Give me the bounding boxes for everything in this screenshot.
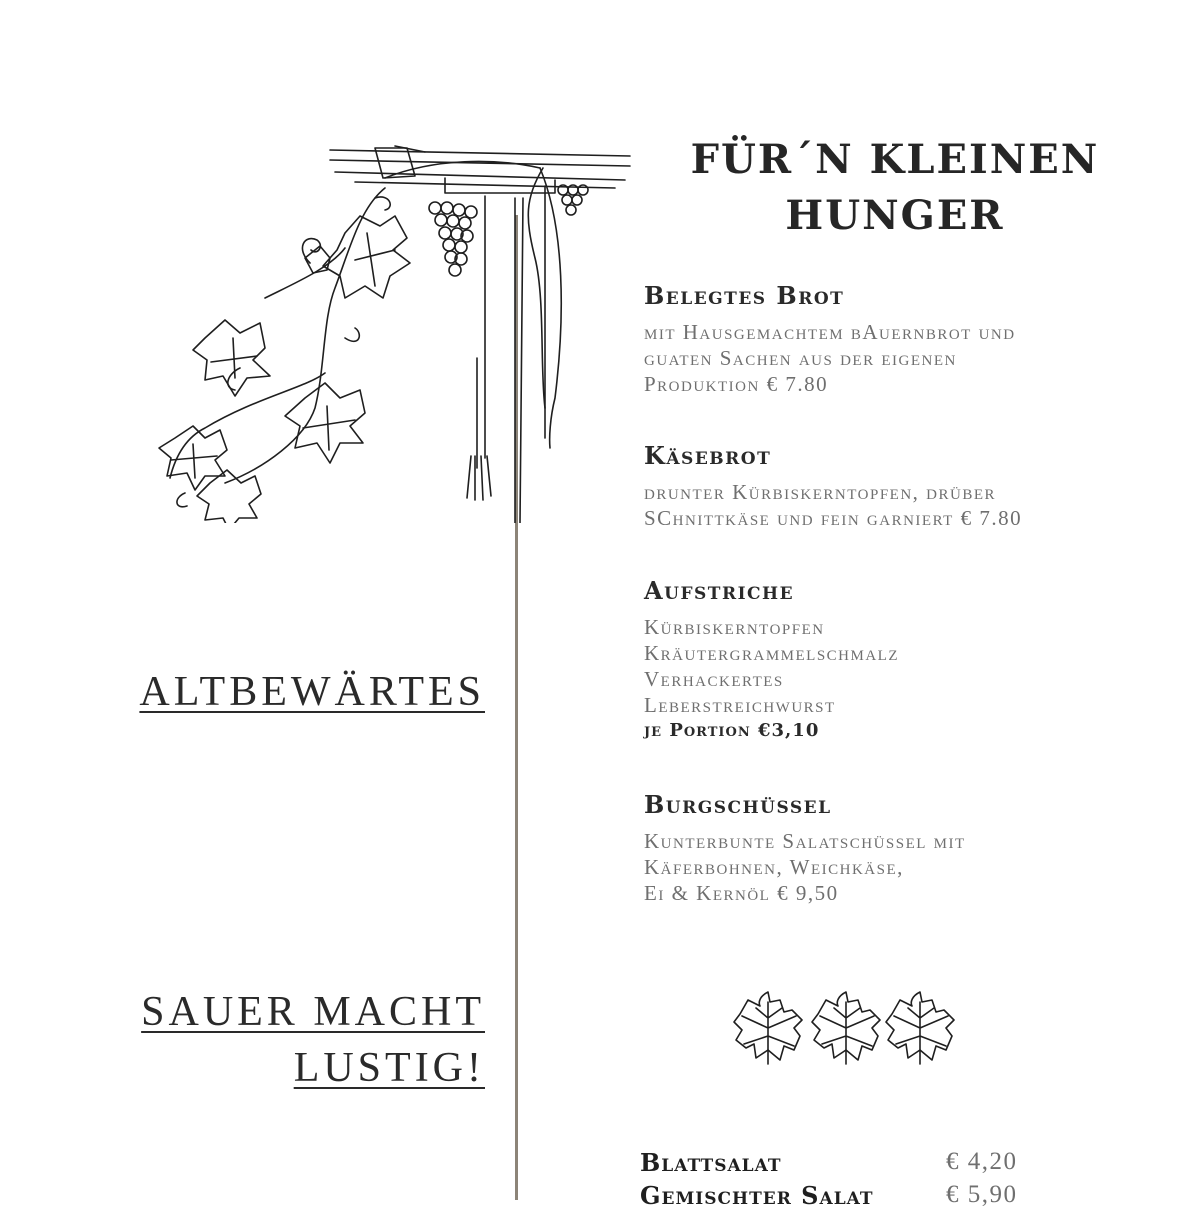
section-heading-altbewaertes bbox=[139, 664, 485, 720]
description-line: Käferbohnen, Weichkäse, bbox=[644, 855, 904, 879]
grape-vine-illustration bbox=[145, 138, 635, 523]
salad-name: Gemischter Salat bbox=[640, 1181, 874, 1210]
description-line: Kunterbunte Salatschüssel mit bbox=[644, 829, 966, 853]
section-heading-sauer-macht-lustig bbox=[141, 984, 485, 1096]
description-line: Kräutergrammelschmalz bbox=[644, 641, 900, 665]
menu-item-description bbox=[644, 614, 1164, 744]
section-heading-line-1: SAUER MACHT bbox=[141, 989, 485, 1035]
description-line: guaten Sachen aus der eigenen bbox=[644, 346, 957, 370]
description-line: drunter Kürbiskerntopfen, drüber bbox=[644, 480, 997, 504]
salad-price: € 5,90 bbox=[946, 1181, 1018, 1208]
description-line: mit Hausgemachtem bAuernbrot und bbox=[644, 320, 1016, 344]
section-heading-text: ALTBEWÄRTES bbox=[139, 669, 485, 715]
menu-title-line-2: HUNGER bbox=[785, 192, 1005, 239]
menu-item-name: Käsebrot bbox=[644, 441, 772, 470]
description-line: SChnittkäse und fein garniert € 7.80 bbox=[644, 506, 1023, 530]
menu-item-kaesebrot bbox=[644, 441, 1164, 531]
vine-leaf-icon bbox=[812, 992, 880, 1064]
salad-price: € 4,20 bbox=[946, 1148, 1018, 1175]
menu-item-name: Burgschüssel bbox=[644, 790, 832, 819]
vine-leaf-icon bbox=[734, 992, 802, 1064]
vine-leaves-ornament bbox=[730, 988, 960, 1070]
menu-title-line-1: FÜR´N KLEINEN bbox=[690, 136, 1100, 183]
description-line: Kürbiskerntopfen bbox=[644, 615, 825, 639]
menu-item-description bbox=[644, 319, 1164, 397]
description-line: Ei & Kernöl € 9,50 bbox=[644, 881, 839, 905]
description-line: Produktion € 7.80 bbox=[644, 372, 829, 396]
menu-item-burgschuessel bbox=[644, 790, 1164, 906]
section-heading-line-2: LUSTIG! bbox=[293, 1045, 485, 1091]
portion-price: je Portion €3,10 bbox=[644, 720, 820, 741]
menu-item-description bbox=[644, 828, 1164, 906]
menu-item-aufstriche bbox=[644, 576, 1164, 744]
menu-item-name: Belegtes Brot bbox=[644, 281, 845, 310]
salad-item-gemischter-salat bbox=[640, 1181, 1040, 1211]
description-line: Verhackertes bbox=[644, 667, 784, 691]
menu-item-description bbox=[644, 479, 1164, 531]
menu-item-belegtes-brot bbox=[644, 281, 1164, 397]
salad-name: Blattsalat bbox=[640, 1148, 782, 1177]
salad-item-blattsalat bbox=[640, 1148, 1040, 1178]
menu-title bbox=[640, 132, 1150, 244]
description-line: Leberstreichwurst bbox=[644, 693, 836, 717]
menu-item-name: Aufstriche bbox=[644, 576, 795, 605]
vine-leaf-icon bbox=[886, 992, 954, 1064]
